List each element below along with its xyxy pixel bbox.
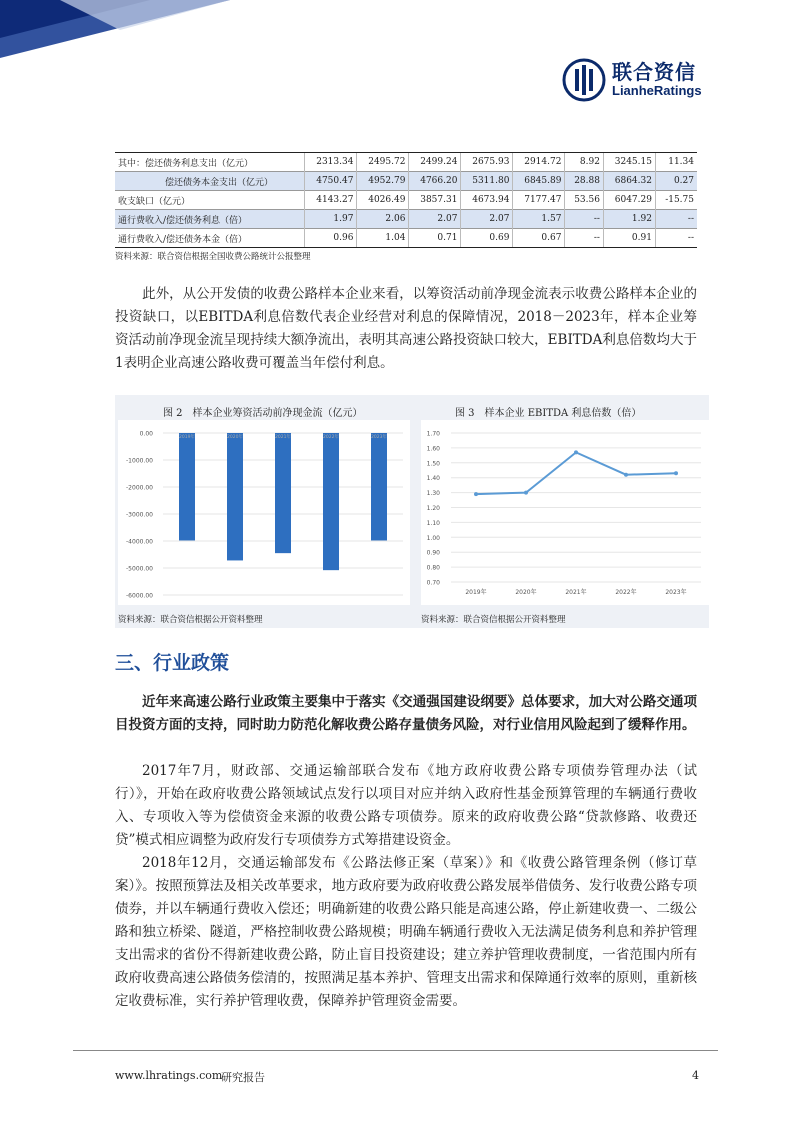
table-row — [115, 153, 697, 172]
y-tick-label: -1000.00 — [126, 457, 153, 465]
table-cell: 2.07 — [409, 210, 461, 229]
table-cell: 2914.72 — [513, 153, 565, 172]
table-cell: -- — [655, 229, 697, 248]
table-cell: 0.96 — [305, 229, 357, 248]
table-cell: 7177.47 — [513, 191, 565, 210]
x-tick-label: 2022年 — [615, 589, 637, 596]
y-tick-label: -5000.00 — [126, 565, 153, 573]
table-cell: 1.92 — [603, 210, 655, 229]
y-tick-label: -3000.00 — [126, 511, 153, 519]
table-cell: 2495.72 — [357, 153, 409, 172]
table-cell: 0.27 — [655, 172, 697, 191]
chart-plot-area — [118, 420, 410, 605]
table-cell: 2499.24 — [409, 153, 461, 172]
table-row-label: 通行费收入/偿还债务利息（倍） — [115, 210, 305, 229]
table-cell: 1.57 — [513, 210, 565, 229]
paragraph-text: 此外，从公开发债的收费公路样本企业来看，以筹资活动前净现金流表示收费公路样本企业的投资缺口，以EBITDA利息倍数代表企业经营对利息的保障情况，2018－2023年，样本企业筹资活动前净现金流呈现持续大额净流出，表明其高速公路投资缺口较大，EBITDA利息倍数均大于1表明企业高速公路收费可覆盖当年偿付利息。 — [115, 286, 697, 371]
policy-summary-paragraph — [115, 691, 697, 737]
table-cell: 2675.93 — [461, 153, 513, 172]
body-paragraph — [115, 283, 697, 375]
table-cell: 0.71 — [409, 229, 461, 248]
figure3-title: 图 3 样本企业 EBITDA 利息倍数（倍） — [455, 408, 642, 419]
company-logo — [562, 58, 702, 102]
paragraph-text: 近年来高速公路行业政策主要集中于落实《交通强国建设纲要》总体要求，加大对公路交通项目投资方面的支持，同时助力防范化解收费公路存量债务风险，对行业信用风险起到了缓释作用。 — [115, 694, 697, 733]
table-cell: -- — [565, 229, 604, 248]
cashflow-bar-chart — [118, 420, 410, 605]
y-tick-label: 1.20 — [426, 505, 440, 512]
y-tick-label: 1.30 — [426, 490, 440, 498]
table-cell: 1.97 — [305, 210, 357, 229]
table-cell: 0.67 — [513, 229, 565, 248]
data-point — [624, 473, 628, 477]
logo-english-name: LianheRatings — [612, 83, 702, 98]
table-cell: 6845.89 — [513, 172, 565, 191]
table-row — [115, 229, 697, 248]
x-tick-label: 2021年 — [565, 589, 587, 596]
table-cell: 3857.31 — [409, 191, 461, 210]
table-cell: 6864.32 — [603, 172, 655, 191]
data-point — [524, 491, 528, 495]
table-cell: 53.56 — [565, 191, 604, 210]
table-cell: 4766.20 — [409, 172, 461, 191]
x-tick-label: 2023年 — [371, 435, 387, 440]
table-cell: 28.88 — [565, 172, 604, 191]
footer-divider — [73, 1050, 718, 1051]
table-cell: 5311.80 — [461, 172, 513, 191]
y-tick-label: 1.70 — [426, 430, 440, 438]
footer-report-label: 研究报告 — [221, 1071, 265, 1084]
table-cell: -- — [565, 210, 604, 229]
table-cell: 6047.29 — [603, 191, 655, 210]
table-cell: 4750.47 — [305, 172, 357, 191]
body-paragraph — [115, 760, 697, 852]
figure2-title: 图 2 样本企业筹资活动前净现金流（亿元） — [163, 408, 363, 419]
table-row-label: 收支缺口（亿元） — [115, 191, 305, 210]
table-row-label: 其中：偿还债务利息支出（亿元） — [115, 153, 305, 172]
bar — [275, 433, 291, 553]
ebitda-line-chart — [421, 420, 709, 605]
y-tick-label: 1.50 — [426, 460, 440, 468]
table-cell: 2.07 — [461, 210, 513, 229]
y-tick-label: 1.00 — [426, 534, 440, 542]
y-tick-label: 1.40 — [426, 475, 440, 483]
x-tick-label: 2022年 — [323, 435, 339, 440]
y-tick-label: 0.00 — [139, 430, 153, 438]
y-tick-label: 1.10 — [426, 519, 440, 527]
bar — [227, 433, 243, 560]
x-tick-label: 2023年 — [665, 589, 687, 596]
body-paragraph — [115, 852, 697, 1013]
table-row — [115, 172, 697, 191]
table-row — [115, 210, 697, 229]
figure3-source-note: 资料来源：联合资信根据公开资料整理 — [421, 615, 566, 625]
table-cell: -- — [655, 210, 697, 229]
table-cell: 8.92 — [565, 153, 604, 172]
lianhe-logo-icon — [562, 58, 606, 102]
bar — [179, 433, 195, 540]
table-row — [115, 191, 697, 210]
logo-chinese-name: 联合资信 — [612, 60, 696, 84]
x-tick-label: 2021年 — [275, 435, 291, 440]
y-tick-label: 0.90 — [426, 549, 440, 557]
table-cell: 4026.49 — [357, 191, 409, 210]
table-cell: 2.06 — [357, 210, 409, 229]
table-cell: 11.34 — [655, 153, 697, 172]
x-tick-label: 2019年 — [465, 589, 487, 596]
y-tick-label: -4000.00 — [126, 538, 153, 546]
y-tick-label: -6000.00 — [126, 592, 153, 600]
table-cell: 3245.15 — [603, 153, 655, 172]
table-source-note: 资料来源：联合资信根据全国收费公路统计公报整理 — [115, 252, 311, 262]
table-cell: 4952.79 — [357, 172, 409, 191]
y-tick-label: -2000.00 — [126, 484, 153, 492]
x-tick-label: 2020年 — [515, 589, 537, 596]
corner-decoration — [0, 0, 230, 60]
x-tick-label: 2019年 — [179, 435, 195, 440]
y-tick-label: 0.80 — [426, 564, 440, 572]
debt-table — [115, 152, 697, 248]
data-point — [574, 450, 578, 454]
table-row-label: 通行费收入/偿还债务本金（倍） — [115, 229, 305, 248]
table-cell: 4673.94 — [461, 191, 513, 210]
footer-website[interactable]: www.lhratings.com — [115, 1069, 223, 1082]
bar — [371, 433, 387, 540]
paragraph-text: 2018年12月，交通运输部发布《公路法修正案（草案）》和《收费公路管理条例（修订草案）》。按照预算法及相关改革要求，地方政府要为政府收费公路发展举借债务、发行收费公路专项债券，并以车辆通行费收入偿还；明确新建的收费公路只能是高速公路，停止新建收费一、二级公路和独立桥梁、隧道，严格控制收费公路规模；明确车辆通行费收入无法满足债务利息和养护管理支出需求的省份不得新建收费公路，防止盲目投资建设；建立养护管理收费制度，一省范围内所有政府收费高速公路债务偿清的，按照满足基本养护、管理支出需求和保障通行效率的原则，重新核定收费标准，实行养护管理收费，保障养护管理资金需要。 — [115, 855, 697, 1009]
table-cell: 0.69 — [461, 229, 513, 248]
bar — [323, 433, 339, 570]
table-cell: 1.04 — [357, 229, 409, 248]
x-tick-label: 2020年 — [227, 435, 243, 440]
table-cell: 0.91 — [603, 229, 655, 248]
table-cell: 4143.27 — [305, 191, 357, 210]
table-cell: 2313.34 — [305, 153, 357, 172]
paragraph-text: 2017年7月，财政部、交通运输部联合发布《地方政府收费公路专项债券管理办法（试行）》，开始在政府收费公路领域试点发行以项目对应并纳入政府性基金预算管理的车辆通行费收入、专项收入等为偿债资金来源的收费公路专项债券。原来的政府收费公路“贷款修路、收费还贷”模式相应调整为政府发行专项债券方式筹措建设资金。 — [115, 763, 697, 848]
y-tick-label: 0.70 — [426, 579, 440, 587]
table-row-label: 偿还债务本金支出（亿元） — [115, 172, 305, 191]
y-tick-label: 1.60 — [426, 445, 440, 453]
section-title: 三、行业政策 — [115, 652, 230, 674]
figure2-source-note: 资料来源：联合资信根据公开资料整理 — [118, 615, 263, 625]
page-number: 4 — [692, 1069, 699, 1082]
table-cell: -15.75 — [655, 191, 697, 210]
data-point — [674, 471, 678, 475]
data-point — [474, 492, 478, 496]
